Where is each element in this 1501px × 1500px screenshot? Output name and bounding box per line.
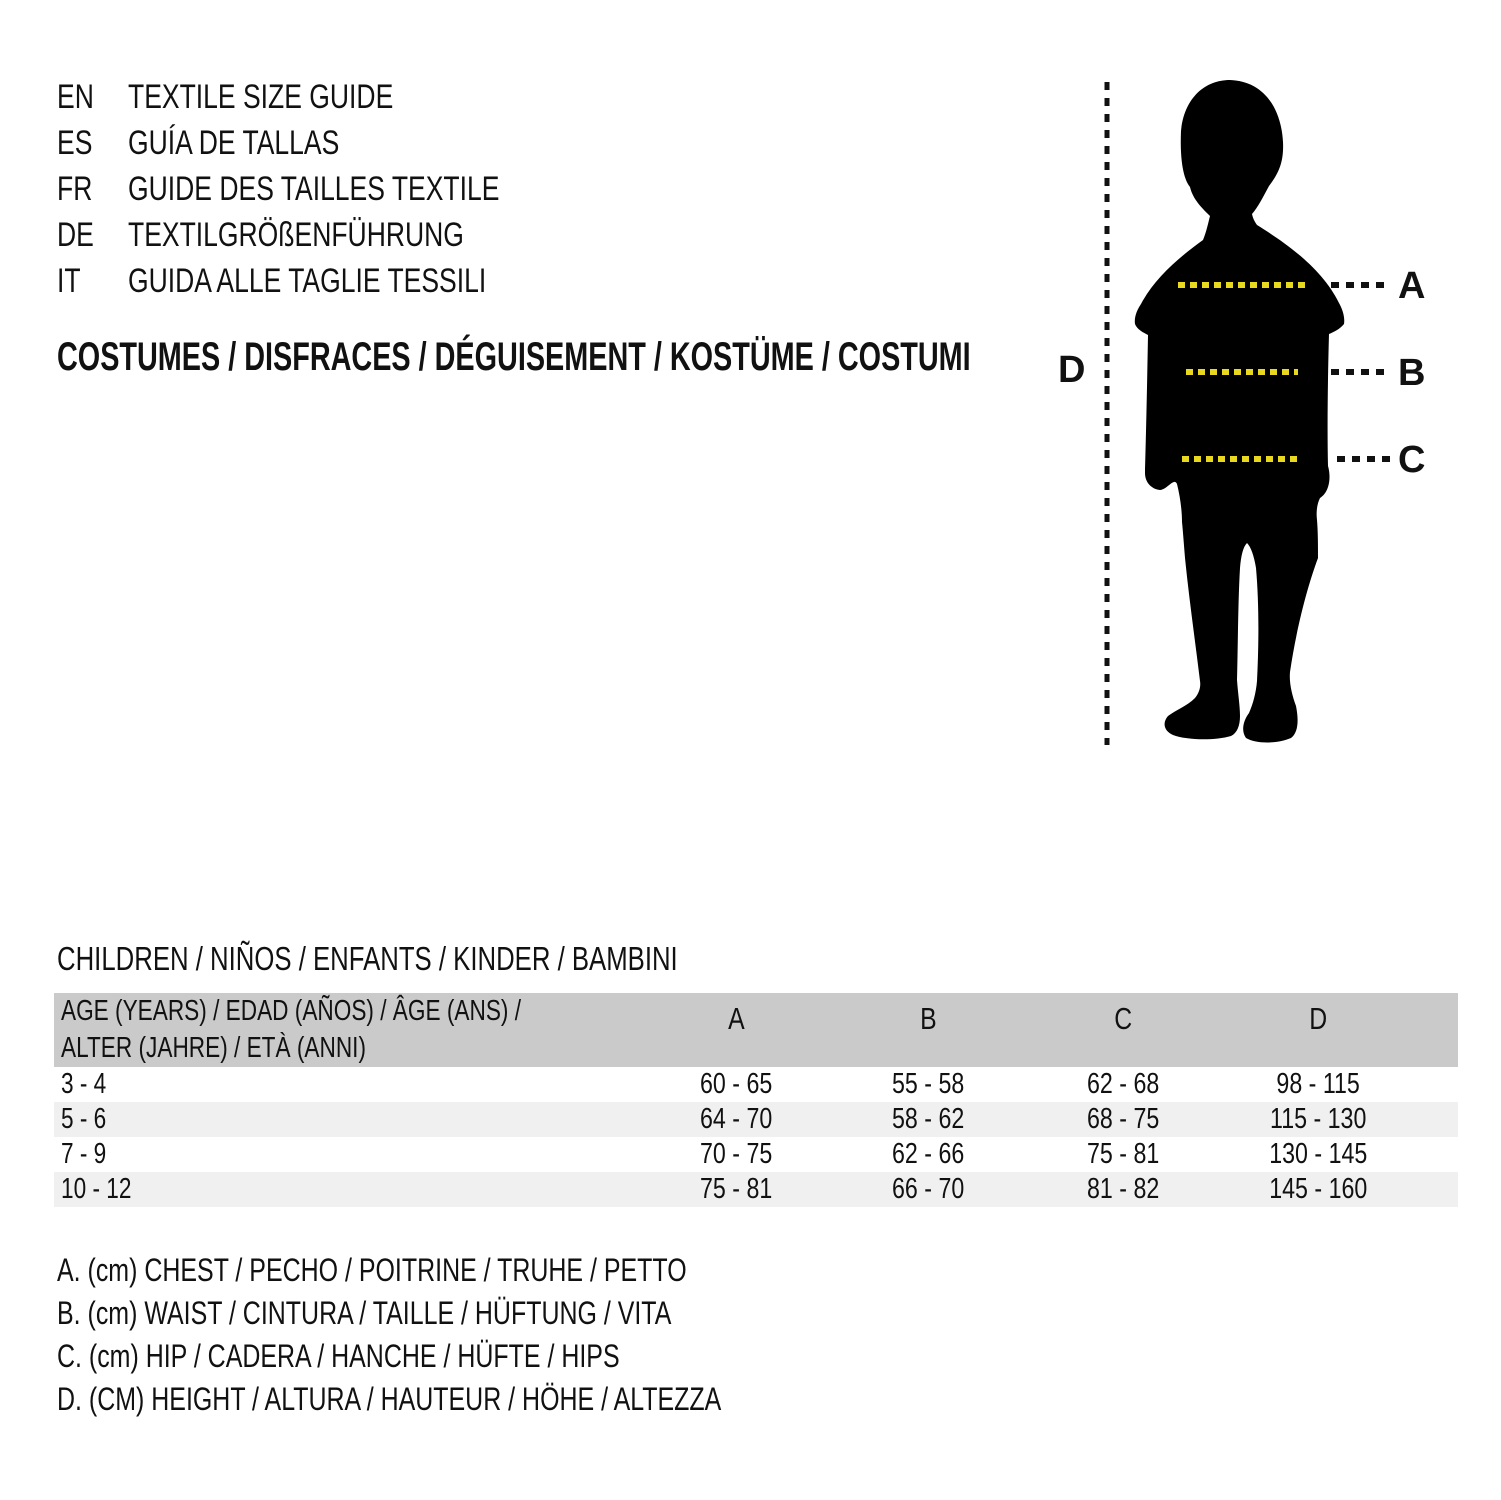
hip-cell: 75 - 81: [1087, 1138, 1160, 1170]
guide-title-en: TEXTILE SIZE GUIDE: [128, 77, 394, 116]
legend-line-waist: B. (cm) WAIST / CINTURA / TAILLE / HÜFTUNG / VITA: [57, 1295, 672, 1331]
guide-title-es: GUÍA DE TALLAS: [128, 123, 340, 162]
table-row: [54, 1102, 1458, 1137]
column-header-b: B: [920, 1001, 937, 1036]
language-code: FR: [57, 169, 93, 208]
age-column-header: [54, 993, 641, 1067]
hip-cell: 68 - 75: [1087, 1103, 1160, 1135]
measurement-legend: [57, 1249, 909, 1421]
table-row: [54, 1067, 1458, 1102]
table-header-row: [54, 993, 1458, 1067]
chest-cell: 70 - 75: [699, 1138, 773, 1170]
child-silhouette-figure: [1040, 70, 1440, 770]
category-title-text: COSTUMES / DISFRACES / DÉGUISEMENT / KOSTÜME / COSTUMI: [57, 334, 971, 379]
hip-cell: 81 - 82: [1087, 1173, 1160, 1205]
language-row-es: [57, 120, 604, 166]
children-section-title-text: CHILDREN / NIÑOS / ENFANTS / KINDER / BAMBINI: [57, 940, 678, 977]
language-code: ES: [57, 123, 93, 162]
language-code: EN: [57, 77, 94, 116]
table-row: [54, 1172, 1458, 1207]
children-section-title: [57, 939, 853, 979]
language-code: IT: [57, 261, 81, 300]
age-cell: 7 - 9: [61, 1138, 107, 1170]
legend-line-chest: A. (cm) CHEST / PECHO / POITRINE / TRUHE / PETTO: [57, 1252, 687, 1288]
column-header-c: C: [1114, 1001, 1133, 1036]
waist-cell: 62 - 66: [892, 1138, 965, 1170]
language-row-en: [57, 74, 604, 120]
chest-cell: 60 - 65: [699, 1068, 773, 1100]
language-code: DE: [57, 215, 94, 254]
legend-line-height: D. (CM) HEIGHT / ALTURA / HAUTEUR / HÖHE / ALTEZZA: [57, 1381, 722, 1417]
guide-title-it: GUIDA ALLE TAGLIE TESSILI: [128, 261, 487, 300]
chest-cell: 75 - 81: [699, 1173, 773, 1205]
measure-label-a: A: [1398, 265, 1426, 307]
waist-cell: 66 - 70: [892, 1173, 965, 1205]
age-cell: 3 - 4: [61, 1068, 107, 1100]
age-cell: 5 - 6: [61, 1103, 107, 1135]
age-header-line2: ALTER (JAHRE) / ETÀ (ANNI): [61, 1032, 366, 1064]
measure-label-d: D: [1058, 349, 1086, 391]
waist-cell: 55 - 58: [892, 1068, 965, 1100]
column-header-d: D: [1309, 1001, 1328, 1036]
chest-cell: 64 - 70: [699, 1103, 773, 1135]
age-cell: 10 - 12: [61, 1173, 132, 1205]
age-header-line1: AGE (YEARS) / EDAD (AÑOS) / ÂGE (ANS) /: [61, 995, 522, 1027]
table-row: [54, 1137, 1458, 1172]
measure-label-c: C: [1398, 439, 1426, 481]
waist-cell: 58 - 62: [892, 1103, 965, 1135]
height-cell: 115 - 130: [1270, 1103, 1367, 1135]
language-row-it: [57, 258, 604, 304]
child-silhouette: [1135, 80, 1344, 743]
measure-label-b: B: [1398, 352, 1426, 394]
legend-line-hip: C. (cm) HIP / CADERA / HANCHE / HÜFTE / HIPS: [57, 1338, 620, 1374]
height-cell: 145 - 160: [1269, 1173, 1368, 1205]
guide-title-fr: GUIDE DES TAILLES TEXTILE: [128, 169, 500, 208]
height-cell: 98 - 115: [1276, 1068, 1361, 1100]
children-size-table: [54, 993, 1458, 1207]
height-cell: 130 - 145: [1269, 1138, 1368, 1170]
column-header-a: A: [727, 1001, 745, 1036]
hip-cell: 62 - 68: [1087, 1068, 1160, 1100]
language-title-list: [57, 74, 604, 304]
language-row-fr: [57, 166, 604, 212]
language-row-de: [57, 212, 604, 258]
guide-title-de: TEXTILGRÖßENFÜHRUNG: [128, 215, 464, 254]
